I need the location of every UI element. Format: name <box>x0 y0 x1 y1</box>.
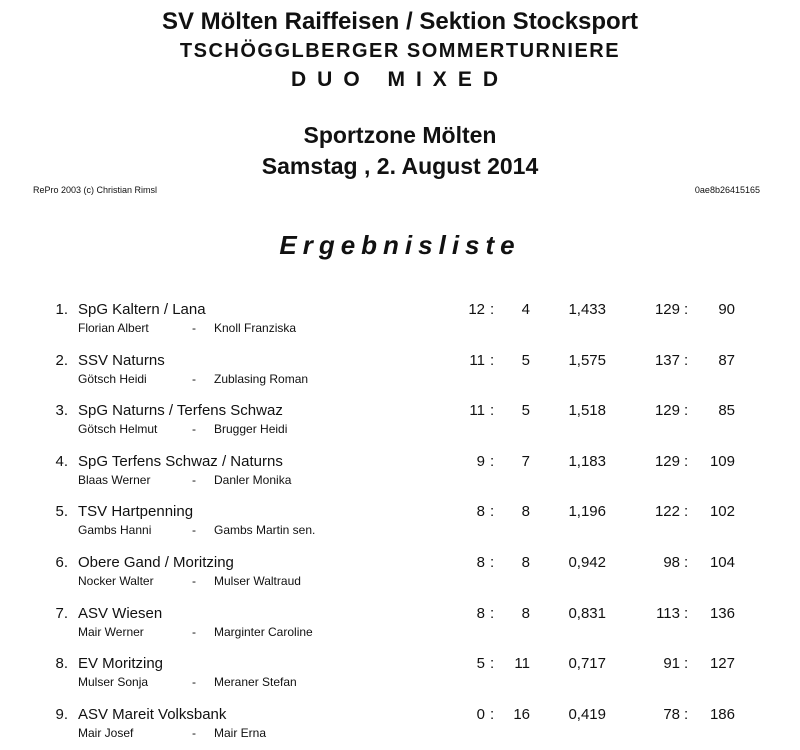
game-points-lost: 4 <box>521 301 530 318</box>
stock-points-against: 109 <box>709 453 735 470</box>
player-two: Danler Monika <box>214 473 292 487</box>
game-points-lost: 11 <box>514 655 530 672</box>
stock-points-against: 102 <box>709 503 735 520</box>
stock-points-for: 78 <box>663 706 680 723</box>
quotient: 1,433 <box>568 301 606 318</box>
rank: 9. <box>55 706 68 723</box>
points-separator: : <box>684 706 689 723</box>
player-two: Gambs Martin sen. <box>214 523 316 537</box>
quotient: 0,831 <box>568 605 606 622</box>
stock-points-against: 90 <box>718 301 735 318</box>
result-entry <box>0 402 800 446</box>
competition-category: DUO MIXED <box>290 68 509 91</box>
stock-points-for: 129 <box>654 301 680 318</box>
score-separator: : <box>490 554 495 571</box>
rank: 3. <box>55 402 68 419</box>
game-points-won: 0 <box>476 706 485 723</box>
score-separator: : <box>490 352 495 369</box>
score-separator: : <box>490 655 495 672</box>
game-points-lost: 8 <box>521 503 530 520</box>
player-two: Mair Erna <box>214 726 267 740</box>
quotient: 1,196 <box>568 503 606 520</box>
player-separator: - <box>192 523 196 537</box>
game-points-lost: 8 <box>521 605 530 622</box>
stock-points-for: 122 <box>654 503 680 520</box>
result-entry <box>0 352 800 396</box>
quotient: 0,419 <box>568 706 606 723</box>
player-one: Mair Werner <box>78 625 144 639</box>
player-two: Mulser Waltraud <box>214 574 301 588</box>
player-separator: - <box>192 473 196 487</box>
game-points-won: 12 <box>468 301 485 318</box>
stock-points-for: 113 <box>656 605 680 622</box>
rank: 2. <box>55 352 68 369</box>
event-date: Samstag , 2. August 2014 <box>261 153 539 179</box>
points-separator: : <box>684 301 689 318</box>
stock-points-for: 91 <box>663 655 680 672</box>
player-separator: - <box>192 625 196 639</box>
score-separator: : <box>490 605 495 622</box>
score-separator: : <box>490 453 495 470</box>
team-name: TSV Hartpenning <box>78 503 194 520</box>
rank: 5. <box>55 503 68 520</box>
game-points-lost: 5 <box>521 402 530 419</box>
game-points-lost: 7 <box>521 453 530 470</box>
points-separator: : <box>684 503 689 520</box>
stock-points-for: 98 <box>663 554 680 571</box>
rank: 8. <box>55 655 68 672</box>
player-separator: - <box>192 675 196 689</box>
score-separator: : <box>490 301 495 318</box>
points-separator: : <box>684 352 689 369</box>
player-two: Brugger Heidi <box>214 422 288 436</box>
points-separator: : <box>684 655 689 672</box>
score-separator: : <box>490 402 495 419</box>
player-separator: - <box>192 422 196 436</box>
game-points-won: 8 <box>476 503 485 520</box>
result-entry <box>0 503 800 547</box>
player-two: Meraner Stefan <box>214 675 297 689</box>
score-separator: : <box>490 706 495 723</box>
quotient: 1,575 <box>568 352 606 369</box>
player-separator: - <box>192 321 196 335</box>
game-points-won: 8 <box>476 605 485 622</box>
points-separator: : <box>684 554 689 571</box>
quotient: 1,183 <box>568 453 606 470</box>
player-two: Knoll Franziska <box>214 321 297 335</box>
stock-points-against: 136 <box>709 605 735 622</box>
player-one: Gambs Hanni <box>78 523 152 537</box>
player-one: Götsch Helmut <box>78 422 158 436</box>
stock-points-for: 137 <box>654 352 680 369</box>
game-points-won: 8 <box>476 554 485 571</box>
player-one: Götsch Heidi <box>78 372 147 386</box>
quotient: 0,942 <box>568 554 606 571</box>
software-credit: RePro 2003 (c) Christian Rimsl <box>33 185 158 195</box>
team-name: Obere Gand / Moritzing <box>78 554 234 571</box>
team-name: EV Moritzing <box>78 655 164 672</box>
player-one: Florian Albert <box>78 321 149 335</box>
stock-points-against: 85 <box>718 402 735 419</box>
team-name: SpG Naturns / Terfens Schwaz <box>78 402 283 419</box>
result-entry <box>0 453 800 497</box>
stock-points-against: 104 <box>709 554 735 571</box>
result-entry <box>0 605 800 649</box>
rank: 4. <box>55 453 68 470</box>
player-one: Mair Josef <box>78 726 134 740</box>
player-two: Marginter Caroline <box>214 625 313 639</box>
game-points-lost: 8 <box>521 554 530 571</box>
team-name: ASV Mareit Volksbank <box>78 706 227 723</box>
rank: 6. <box>55 554 68 571</box>
player-two: Zublasing Roman <box>214 372 309 386</box>
result-entry <box>0 554 800 598</box>
result-entry <box>0 655 800 699</box>
points-separator: : <box>684 402 689 419</box>
document-code: 0ae8b26415165 <box>694 185 760 195</box>
page-title: Ergebnisliste <box>279 230 521 260</box>
game-points-lost: 5 <box>521 352 530 369</box>
rank: 7. <box>55 605 68 622</box>
stock-points-against: 87 <box>718 352 735 369</box>
game-points-won: 9 <box>476 453 485 470</box>
result-entry <box>0 301 800 345</box>
rank: 1. <box>55 301 68 318</box>
quotient: 0,717 <box>568 655 606 672</box>
game-points-lost: 16 <box>513 706 530 723</box>
game-points-won: 5 <box>476 655 485 672</box>
club-title: SV Mölten Raiffeisen / Sektion Stocksport <box>161 8 639 35</box>
team-name: ASV Wiesen <box>78 605 163 622</box>
player-separator: - <box>192 726 196 740</box>
stock-points-for: 129 <box>654 453 680 470</box>
team-name: SpG Terfens Schwaz / Naturns <box>78 453 283 470</box>
stock-points-for: 129 <box>654 402 680 419</box>
game-points-won: 11 <box>469 402 485 419</box>
stock-points-against: 127 <box>709 655 735 672</box>
team-name: SSV Naturns <box>78 352 165 369</box>
venue: Sportzone Mölten <box>303 122 497 148</box>
stock-points-against: 186 <box>709 706 735 723</box>
game-points-won: 11 <box>469 352 485 369</box>
score-separator: : <box>490 503 495 520</box>
quotient: 1,518 <box>568 402 606 419</box>
player-one: Mulser Sonja <box>78 675 149 689</box>
result-entry <box>0 706 800 750</box>
player-separator: - <box>192 372 196 386</box>
tournament-series: TSCHÖGGLBERGER SOMMERTURNIERE <box>179 40 621 62</box>
player-one: Nocker Walter <box>78 574 154 588</box>
player-one: Blaas Werner <box>78 473 151 487</box>
team-name: SpG Kaltern / Lana <box>78 301 206 318</box>
points-separator: : <box>684 453 689 470</box>
points-separator: : <box>684 605 689 622</box>
player-separator: - <box>192 574 196 588</box>
